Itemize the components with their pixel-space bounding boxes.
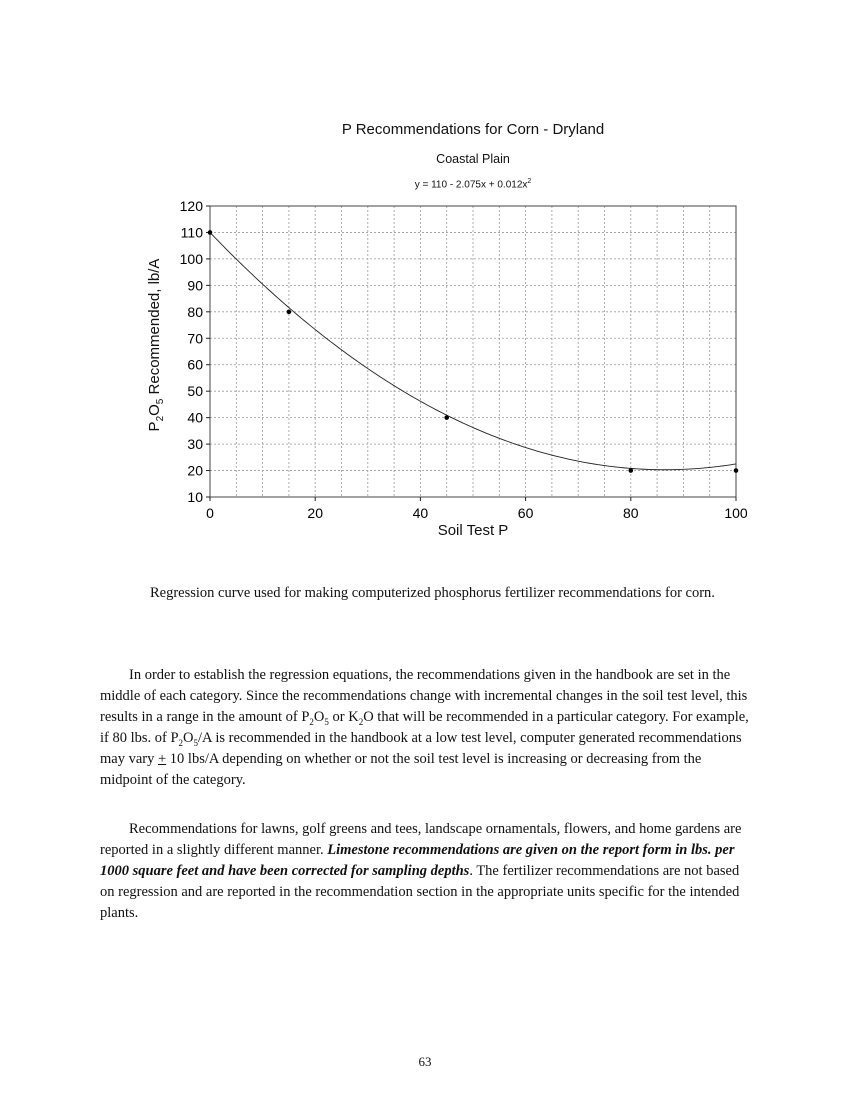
p1-sub-5: 5	[193, 737, 199, 748]
ylabel-p: P	[146, 421, 163, 432]
p1-sub-3: 2	[358, 716, 364, 727]
p2-text-1: Recommendations for lawns, golf greens and tees, landscape ornamentals, flowers, and home gardens are reported in a slightly different manner.	[100, 821, 742, 858]
y-tick-label: 120	[179, 198, 203, 214]
y-tick-label: 60	[187, 356, 203, 373]
paragraph-lawns	[100, 819, 750, 924]
p1-sub-4: 2	[178, 737, 184, 748]
p1-text-4: O that will be recommended in a particular category. For example, if 80 lbs. of P	[100, 709, 749, 746]
p1-text-1: In order to establish the regression equations, the recommendations given in the handbook are set in the middle of each category. Since the recommendations change with incremental changes in the soil test level, this results in a range in the amount of P	[100, 667, 748, 725]
y-tick-label: 40	[187, 409, 203, 426]
data-point	[734, 468, 739, 473]
chart-title: P Recommendations for Corn - Dryland	[341, 121, 605, 138]
data-point	[208, 230, 213, 235]
p1-sub-1: 2	[309, 716, 314, 727]
y-tick-label: 80	[187, 303, 203, 320]
p1-text-6: /A is recommended in the handbook at a low test level, computer generated recommendations may vary	[100, 730, 742, 767]
x-tick-label: 80	[623, 505, 639, 521]
equation-exponent: 2	[527, 178, 532, 185]
x-tick-label: 20	[307, 505, 323, 521]
p1-text-2: O	[313, 709, 325, 725]
y-tick-label: 100	[179, 250, 203, 267]
data-point	[444, 415, 449, 420]
ylabel-rest: Recommended, lb/A	[146, 258, 163, 399]
x-axis-label: Soil Test P	[437, 522, 509, 539]
p2-emphasis: Limestone recommendations are given on the report form in lbs. per 1000 square feet and have been corrected for sampling depths	[100, 842, 735, 879]
equation-text: y = 110 - 2.075x + 0.012x	[414, 179, 528, 191]
y-axis-label	[146, 259, 166, 432]
ylabel-sub-2: 2	[155, 415, 166, 422]
x-tick-label: 0	[206, 505, 214, 521]
paragraph-regression	[100, 665, 750, 791]
y-tick-label: 90	[187, 277, 203, 294]
x-tick-label: 100	[724, 505, 748, 521]
y-tick-label: 70	[187, 330, 203, 347]
p2-text-2: . The fertilizer recommendations are not based on regression and are reported in the recommendation section in the appropriate units specific for the intended plants.	[100, 863, 740, 921]
y-tick-label: 10	[187, 489, 203, 505]
p1-text-3: or K	[328, 709, 359, 725]
figure-caption: Regression curve used for making computerized phosphorus fertilizer recommendations for corn.	[150, 585, 715, 601]
chart-subtitle: Coastal Plain	[436, 152, 510, 166]
ylabel-sub-5: 5	[155, 398, 166, 405]
p1-text-5: O	[183, 730, 194, 746]
page-number: 63	[418, 1054, 432, 1069]
x-tick-label: 60	[517, 505, 534, 521]
y-tick-label: 30	[187, 436, 203, 453]
y-tick-label: 50	[187, 383, 203, 400]
p1-text-7: 10 lbs/A depending on whether or not the soil test level is increasing or decreasing from the midpoint of the category.	[100, 751, 702, 788]
x-tick-label: 40	[412, 505, 429, 521]
plus-minus-symbol: +	[157, 751, 167, 767]
data-point	[629, 468, 634, 473]
data-point	[287, 310, 292, 315]
y-tick-label: 20	[187, 462, 203, 479]
p1-sub-2: 5	[324, 716, 329, 727]
ylabel-o: O	[146, 404, 163, 416]
y-tick-label: 110	[180, 224, 203, 241]
